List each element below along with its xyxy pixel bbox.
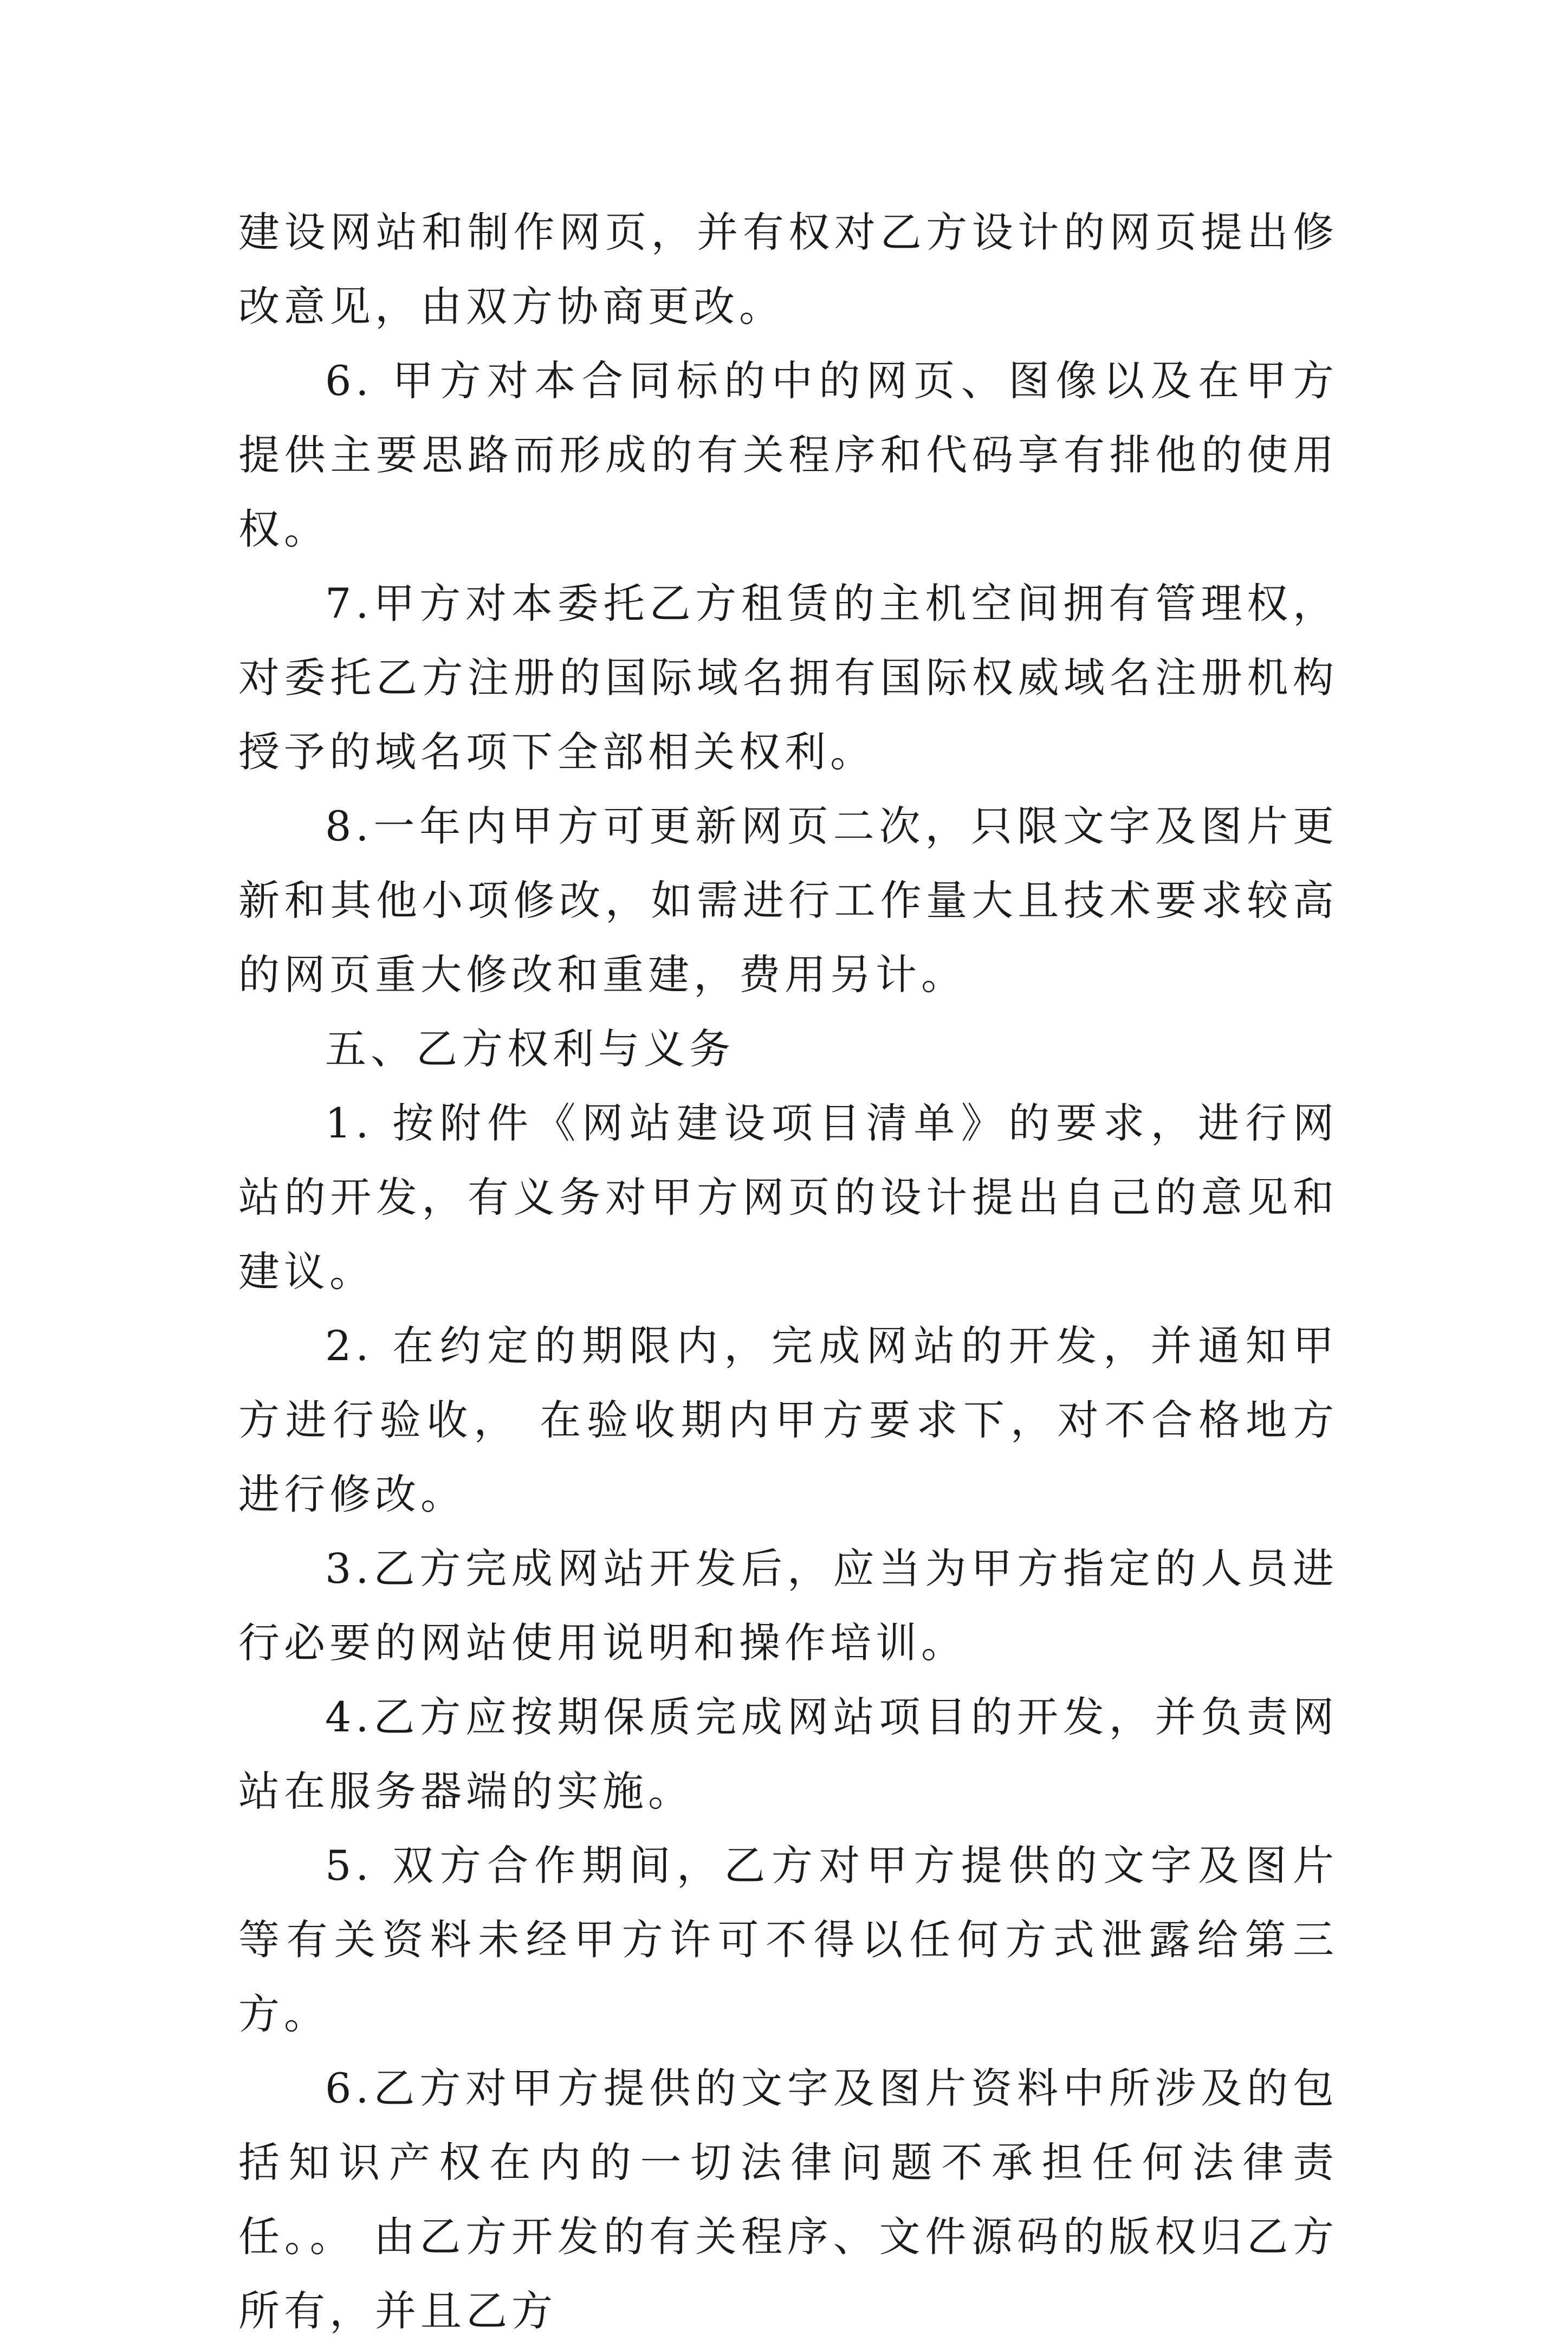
paragraph-3: 7.甲方对本委托乙方租赁的主机空间拥有管理权，对委托乙方注册的国际域名拥有国际权威域名注册机构授予的域名项下全部相关权利。 xyxy=(238,579,1338,776)
paragraph-4: 8.一年内甲方可更新网页二次，只限文字及图片更新和其他小项修改，如需进行工作量大且技术要求较高的网页重大修改和重建，费用另计。 xyxy=(238,802,1338,999)
paragraph-1: 建设网站和制作网页，并有权对乙方设计的网页提出修改意见，由双方协商更改。 xyxy=(238,208,1338,331)
paragraph-11: 6.乙方对甲方提供的文字及图片资料中所涉及的包括知识产权在内的一切法律问题不承担任何法律责任。。 由乙方开发的有关程序、文件源码的版权归乙方所有，并且乙方 xyxy=(238,2064,1338,2335)
paragraph-6: 1. 按附件《网站建设项目清单》的要求，进行网站的开发，有义务对甲方网页的设计提出自己的意见和建议。 xyxy=(238,1099,1338,1296)
section-heading: 五、乙方权利与义务 xyxy=(325,1025,735,1073)
paragraph-8: 3.乙方完成网站开发后，应当为甲方指定的人员进行必要的网站使用说明和操作培训。 xyxy=(238,1544,1338,1667)
document-body xyxy=(238,195,1338,2348)
paragraph-2: 6. 甲方对本合同标的中的网页、图像以及在甲方提供主要思路而形成的有关程序和代码享有排他的使用权。 xyxy=(238,357,1338,553)
paragraph-7: 2. 在约定的期限内，完成网站的开发，并通知甲方进行验收， 在验收期内甲方要求下，对不合格地方进行修改。 xyxy=(238,1322,1338,1518)
paragraph-9: 4.乙方应按期保质完成网站项目的开发，并负责网站在服务器端的实施。 xyxy=(238,1693,1338,1815)
paragraph-10: 5. 双方合作期间，乙方对甲方提供的文字及图片等有关资料未经甲方许可不得以任何方式泄露给第三方。 xyxy=(238,1841,1338,2038)
